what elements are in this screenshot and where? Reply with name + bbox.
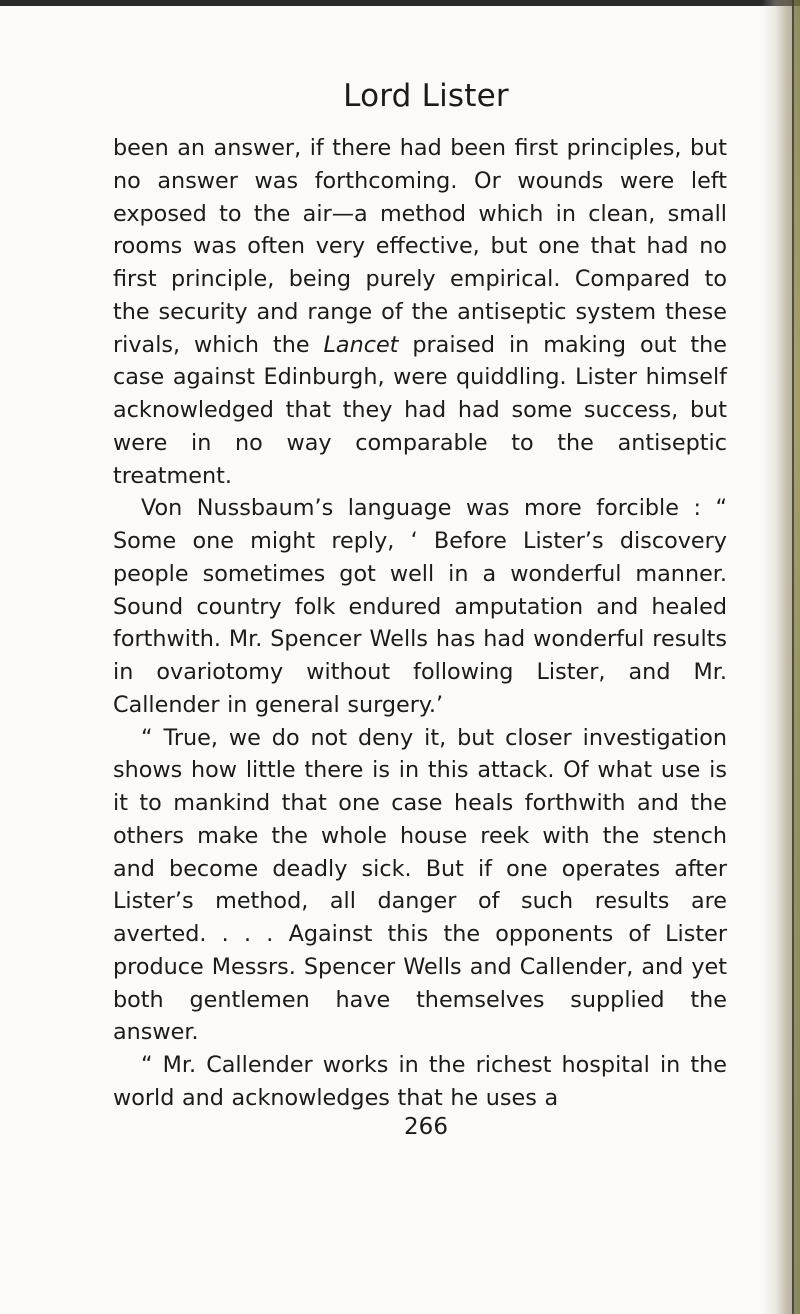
paragraph-1	[113, 132, 727, 492]
body-text	[113, 132, 727, 1115]
paragraph-2: Von Nussbaum’s language was more forcible : “ Some one might reply, ‘ Before Lister’s discovery people sometimes got well in a wonderful manner. Sound country folk endured amputation and healed forthwith. Mr. Spencer Wells has had wonderful results in ovariotomy without following Lister, and Mr. Callender in general surgery.’	[113, 495, 727, 718]
book-page	[113, 78, 727, 1140]
page-edge-line	[792, 0, 794, 1314]
page-number: 266	[404, 1113, 448, 1140]
paragraph-1-text-b: praised in making out the case against Edinburgh, were quiddling. Lister himself acknowledged that they had had some success, but were in no way comparable to the antiseptic treatment.	[113, 331, 727, 489]
running-head: Lord Lister	[343, 78, 509, 114]
paragraph-1-italic-title: Lancet	[323, 331, 399, 358]
paragraph-3: “ True, we do not deny it, but closer investigation shows how little there is in this attack. Of what use is it to mankind that one case heals forthwith and the others make the whole house reek with the stench and become deadly sick. But if one operates after Lister’s method, all danger of such results are averted. . . . Against this the opponents of Lister produce Messrs. Spencer Wells and Callender, and yet both gentlemen have themselves supplied the answer.	[113, 724, 727, 1046]
paragraph-4: “ Mr. Callender works in the richest hospital in the world and acknowledges that he uses a	[113, 1052, 727, 1111]
paragraph-1-text-a: been an answer, if there had been first principles, but no answer was forthcoming. Or wounds were left exposed to the air—a method which in clean, small rooms was often very effective, but one that had no first principle, being purely empirical. Compared to the security and range of the antiseptic system these rivals, which the	[113, 135, 727, 358]
top-page-border	[0, 0, 800, 6]
